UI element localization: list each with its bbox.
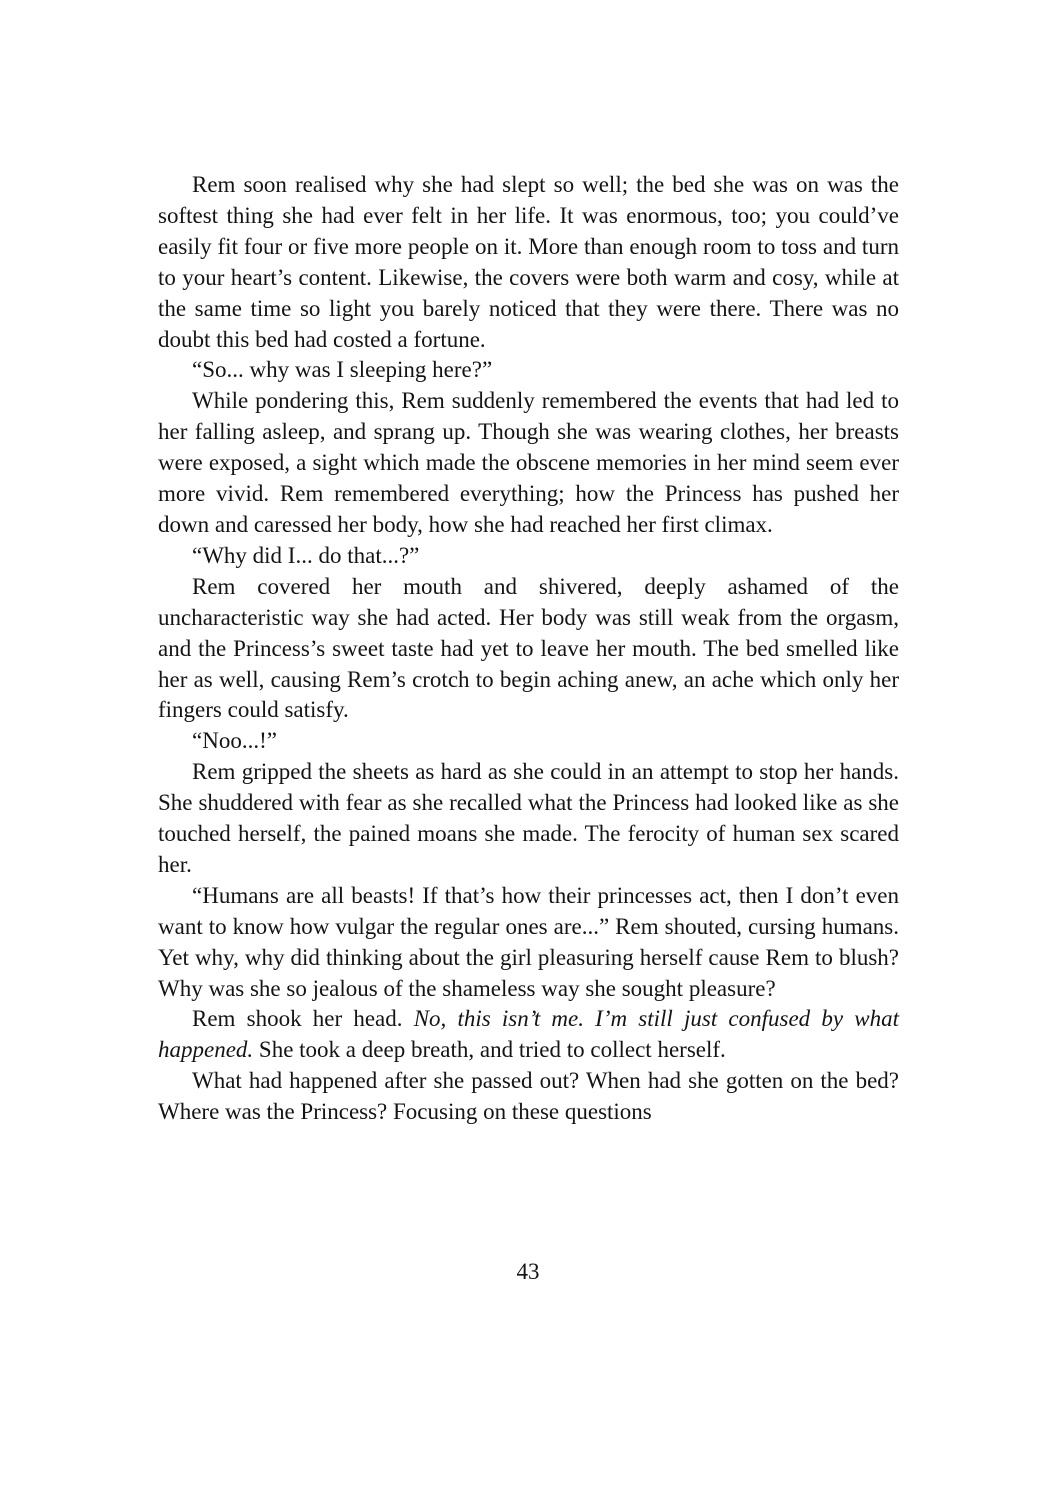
text-segment: Rem covered her mouth and shivered, deeply ashamed of the uncharacteristic way she had acted. Her body was still weak from the orgasm, and the Princess’s sweet taste had yet to leave her mouth. The bed smelled like her as well, causing Rem’s crotch to begin aching anew, an ache which only her fingers could satisfy. <box>158 573 899 723</box>
text-segment: She took a deep breath, and tried to collect herself. <box>253 1037 726 1063</box>
paragraph <box>158 386 899 541</box>
text-segment: Rem shook her head. <box>192 1006 414 1032</box>
paragraph <box>158 726 899 757</box>
paragraph <box>158 170 899 355</box>
text-segment: While pondering this, Rem suddenly remembered the events that had led to her falling asleep, and sprang up. Though she was wearing clothes, her breasts were exposed, a sight which made the obscene memories in her mind seem ever more vivid. Rem remembered everything; how the Princess has pushed her down and caressed her body, how she had reached her first climax. <box>158 388 899 537</box>
text-segment: No, this isn’t me. I’m still just confused by what happened. <box>158 1006 899 1063</box>
text-segment: What had happened after she passed out? When had she gotten on the bed? Where was the Princess? Focusing on these questions <box>158 1068 899 1125</box>
paragraph <box>158 541 899 572</box>
text-segment: “Humans are all beasts! If that’s how their princesses act, then I don’t even want to know how vulgar the regular ones are...” Rem shouted, cursing humans. Yet why, why did thinking about the girl pleasuring herself cause Rem to blush? Why was she so jealous of the shameless way she sought pleasure? <box>158 882 899 1001</box>
page-number: 43 <box>516 1259 540 1284</box>
paragraph <box>158 1066 899 1128</box>
paragraph <box>158 572 899 727</box>
text-segment: “Noo...!” <box>192 728 277 754</box>
paragraph <box>158 1004 899 1066</box>
paragraph <box>158 881 899 1005</box>
paragraph <box>158 355 899 386</box>
text-segment: Rem soon realised why she had slept so well; the bed she was on was the softest thing she had ever felt in her life. It was enormous, too; you could’ve easily fit four or five more people on it. More than enough room to toss and turn to your heart’s content. Likewise, the covers were both warm and cosy, while at the same time so light you barely noticed that they were there. There was no doubt this bed had costed a fortune. <box>158 172 899 352</box>
text-segment: “So... why was I sleeping here?” <box>192 357 493 383</box>
text-segment: “Why did I... do that...?” <box>192 542 420 568</box>
paragraph <box>158 757 899 881</box>
text-block <box>158 170 899 1128</box>
text-segment: Rem gripped the sheets as hard as she could in an attempt to stop her hands. She shuddered with fear as she recalled what the Princess had looked like as she touched herself, the pained moans she made. The ferocity of human sex scared her. <box>158 759 899 877</box>
